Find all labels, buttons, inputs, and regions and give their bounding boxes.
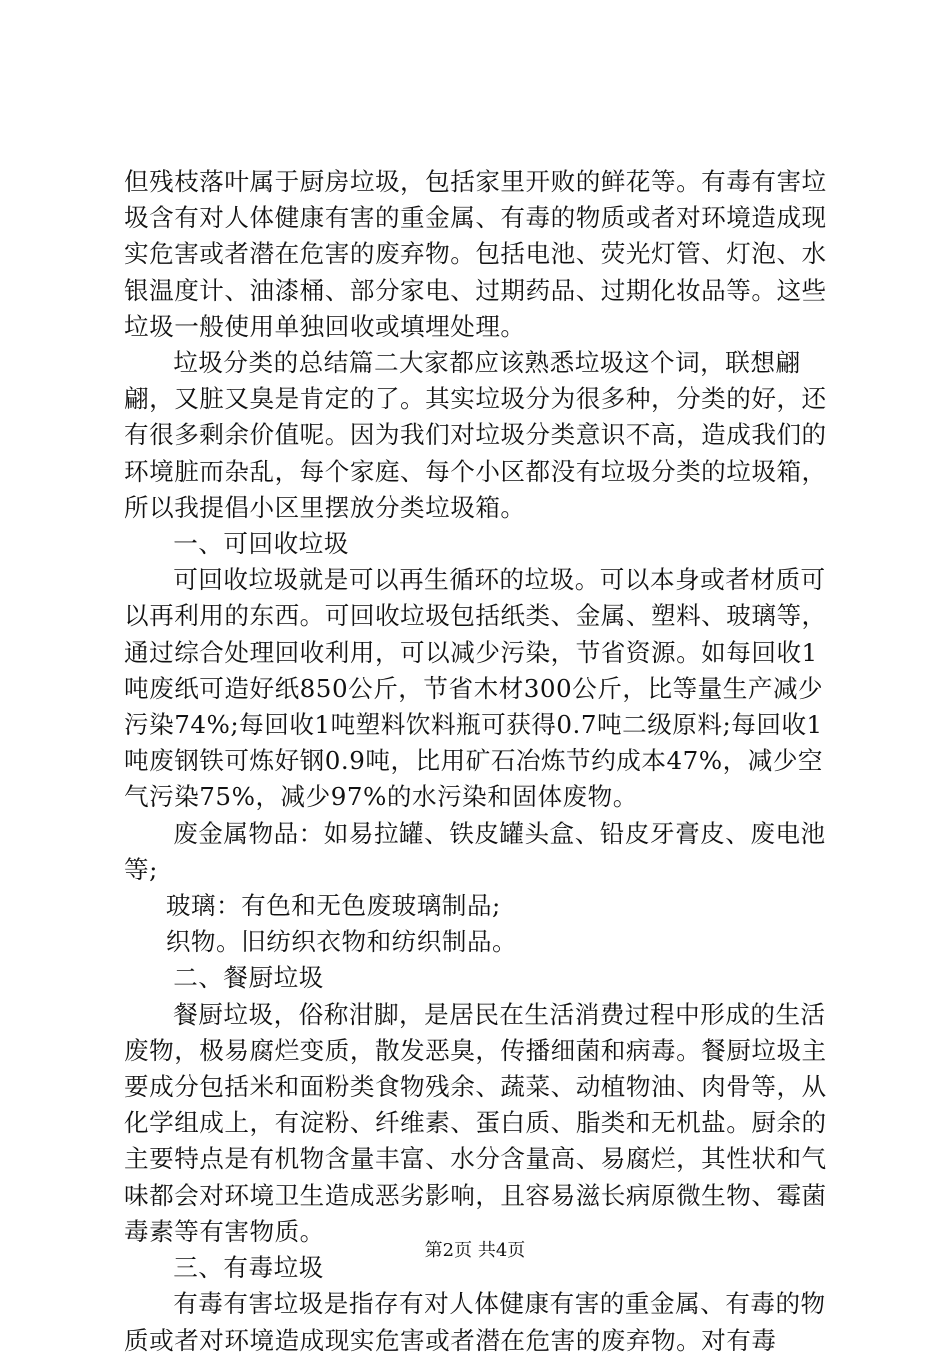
heading-recyclable: 一、可回收垃圾 <box>173 529 349 559</box>
list-item-metal: 废金属物品：如易拉罐、铁皮罐头盒、铅皮牙膏皮、废电池等; <box>124 818 826 884</box>
list-item-glass: 玻璃：有色和无色废玻璃制品; <box>165 891 501 921</box>
paragraph-summary-intro: 垃圾分类的总结篇二大家都应该熟悉垃圾这个词，联想翩翩，又脏又臭是肯定的了。其实垃圾分为很多种，分类的好，还有很多剩余价值呢。因为我们对垃圾分类意识不高，造成我们的环境脏而杂乱，每个家庭、每个小区都没有垃圾分类的垃圾箱，所以我提倡小区里摆放分类垃圾箱。 <box>124 348 827 522</box>
paragraph-recyclable: 可回收垃圾就是可以再生循环的垃圾。可以本身或者材质可以再利用的东西。可回收垃圾包括纸类、金属、塑料、玻璃等，通过综合处理回收利用，可以减少污染，节省资源。如每回收1吨废纸可造好纸850公斤，节省木材300公斤，比等量生产减少污染74%;每回收1吨塑料饮料瓶可获得0.7吨二级原料;每回收1吨废钢铁可炼好钢0.9吨，比用矿石冶炼节约成本47%，减少空气污染75%，减少97%的水污染和固体废物。 <box>124 565 827 812</box>
list-item-textile: 织物。旧纺织衣物和纺织制品。 <box>165 927 518 957</box>
paragraph-kitchen-waste: 餐厨垃圾，俗称泔脚，是居民在生活消费过程中形成的生活废物，极易腐烂变质，散发恶臭，传播细菌和病毒。餐厨垃圾主要成分包括米和面粉类食物残余、蔬菜、动植物油、肉骨等，从化学组成上，有淀粉、纤维素、蛋白质、脂类和无机盐。厨余的主要特点是有机物含量丰富、水分含量高、易腐烂，其性状和气味都会对环境卫生造成恶劣影响，且容易滋长病原微生物、霉菌毒素等有害物质。 <box>124 999 827 1246</box>
paragraph-toxic-waste: 有毒有害垃圾是指存有对人体健康有害的重金属、有毒的物质或者对环境造成现实危害或者潜在危害的废弃物。对有毒 <box>124 1289 826 1355</box>
heading-toxic-waste: 三、有毒垃圾 <box>173 1253 324 1283</box>
page-footer <box>0 1239 950 1263</box>
paragraph-continuation: 但残枝落叶属于厨房垃圾，包括家里开败的鲜花等。有毒有害垃圾含有对人体健康有害的重金属、有毒的物质或者对环境造成现实危害或者潜在危害的废弃物。包括电池、荧光灯管、灯泡、水银温度计、油漆桶、部分家电、过期药品、过期化妆品等。这些垃圾一般使用单独回收或填埋处理。 <box>124 167 827 341</box>
page-number: 第2页 共4页 <box>424 1240 526 1261</box>
document-body <box>124 164 834 1359</box>
heading-kitchen-waste: 二、餐厨垃圾 <box>173 963 324 993</box>
